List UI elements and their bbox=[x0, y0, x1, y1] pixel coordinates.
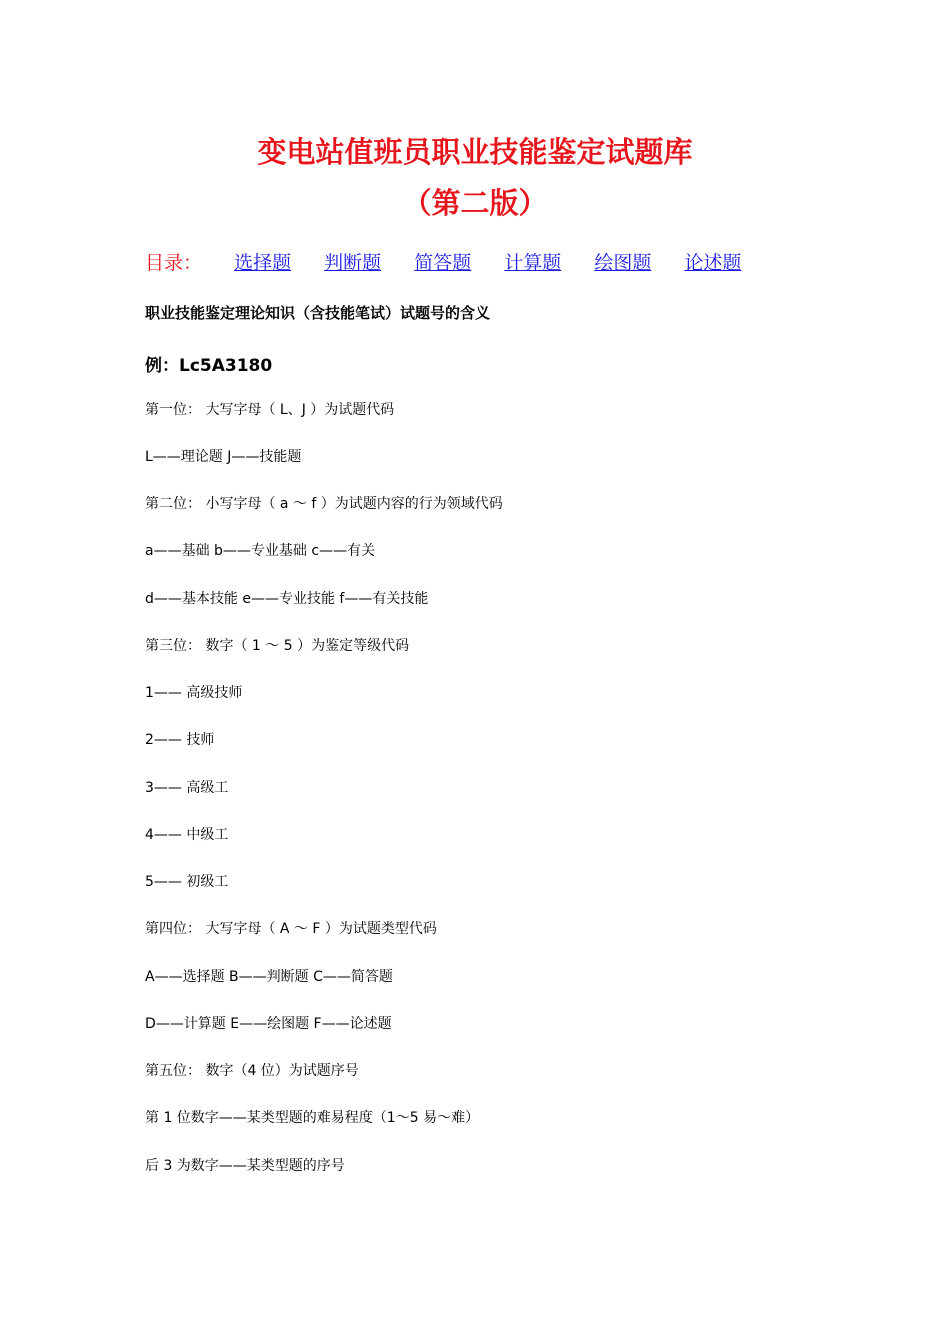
section-heading: 职业技能鉴定理论知识（含技能笔试）试题号的含义 bbox=[145, 304, 491, 322]
toc-link-drawing[interactable]: 绘图题 bbox=[594, 252, 652, 274]
toc-link-choice[interactable]: 选择题 bbox=[234, 252, 292, 274]
toc-label: 目录： bbox=[145, 252, 203, 274]
table-of-contents bbox=[145, 248, 768, 275]
body-line: 第 1 位数字——某类型题的难易程度（1～5 易～难） bbox=[145, 1110, 480, 1126]
body-line: 3—— 高级工 bbox=[145, 780, 229, 796]
body-line: 后 3 为数字——某类型题的序号 bbox=[145, 1158, 345, 1174]
body-line: D——计算题 E——绘图题 F——论述题 bbox=[145, 1016, 392, 1032]
body-line: L——理论题 J——技能题 bbox=[145, 449, 302, 465]
body-line: 第四位： 大写字母（ A ～ F ）为试题类型代码 bbox=[145, 921, 437, 937]
example-code: 例：Lc5A3180 bbox=[145, 356, 273, 376]
toc-link-calculation[interactable]: 计算题 bbox=[504, 252, 562, 274]
body-line: 1—— 高级技师 bbox=[145, 685, 243, 701]
body-line: 第五位： 数字（4 位）为试题序号 bbox=[145, 1063, 359, 1079]
body-line: 5—— 初级工 bbox=[145, 874, 229, 890]
body-line: d——基本技能 e——专业技能 f——有关技能 bbox=[145, 591, 429, 607]
body-line: 4—— 中级工 bbox=[145, 827, 229, 843]
toc-link-essay[interactable]: 论述题 bbox=[684, 252, 742, 274]
document-title: 变电站值班员职业技能鉴定试题库 bbox=[257, 135, 693, 169]
body-line: a——基础 b——专业基础 c——有关 bbox=[145, 543, 376, 559]
toc-link-judgement[interactable]: 判断题 bbox=[324, 252, 382, 274]
body-line: 第三位： 数字（ 1 ～ 5 ）为鉴定等级代码 bbox=[145, 638, 410, 654]
document-subtitle: （第二版） bbox=[402, 186, 548, 220]
body-line: 2—— 技师 bbox=[145, 732, 215, 748]
body-line: A——选择题 B——判断题 C——简答题 bbox=[145, 969, 393, 985]
body-line: 第二位： 小写字母（ a ～ f ）为试题内容的行为领域代码 bbox=[145, 496, 503, 512]
toc-link-short-answer[interactable]: 简答题 bbox=[414, 252, 472, 274]
body-line: 第一位： 大写字母（ L、J ）为试题代码 bbox=[145, 402, 395, 418]
